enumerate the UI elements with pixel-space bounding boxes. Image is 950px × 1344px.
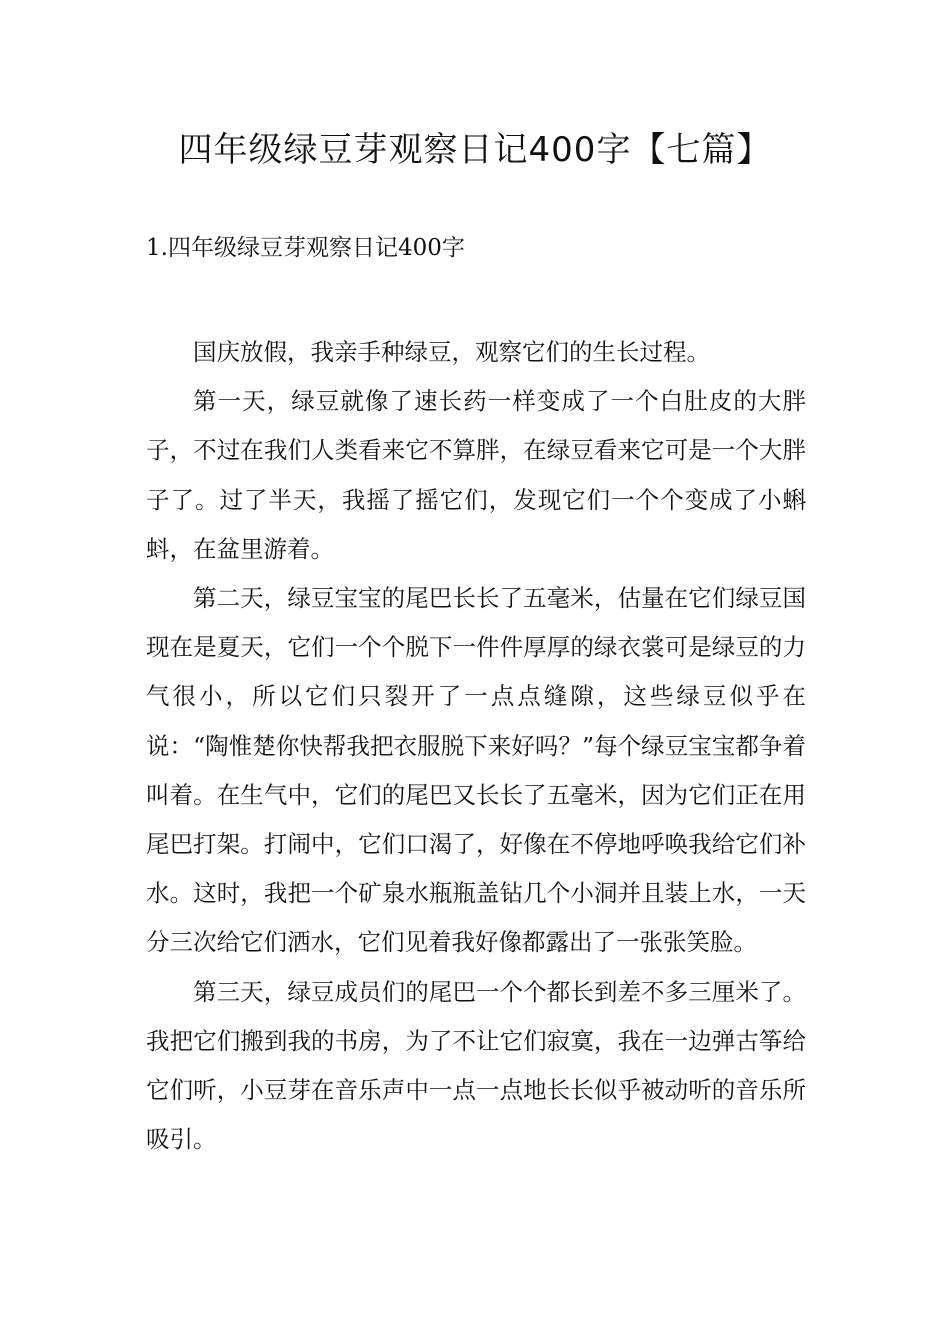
paragraph-1: 国庆放假，我亲手种绿豆，观察它们的生长过程。 [193, 338, 710, 366]
article-body [146, 328, 806, 1164]
document-title: 四年级绿豆芽观察日记400字【七篇】 [178, 130, 772, 170]
paragraph-2: 第一天，绿豆就像了速长药一样变成了一个白肚皮的大胖子，不过在我们人类看来它不算胖，在绿豆看来它可是一个大胖子了。过了半天，我摇了摇它们，发现它们一个个变成了小蝌蚪，在盆里游着。 [146, 387, 806, 563]
section-heading: 1.四年级绿豆芽观察日记400字 [146, 235, 465, 261]
paragraph-3: 第二天，绿豆宝宝的尾巴长长了五毫米，估量在它们绿豆国现在是夏天，它们一个个脱下一件件厚厚的绿衣裳可是绿豆的力气很小，所以它们只裂开了一点点缝隙，这些绿豆似乎在说：“陶惟楚你快帮我把衣服脱下来好吗？”每个绿豆宝宝都争着叫着。在生气中，它们的尾巴又长长了五毫米，因为它们正在用尾巴打架。打闹中，它们口渴了，好像在不停地呼唤我给它们补水。这时，我把一个矿泉水瓶瓶盖钻几个小洞并且装上水，一天分三次给它们洒水，它们见着我好像都露出了一张张笑脸。 [146, 584, 806, 957]
paragraph-4: 第三天，绿豆成员们的尾巴一个个都长到差不多三厘米了。我把它们搬到我的书房，为了不让它们寂寞，我在一边弹古筝给它们听，小豆芽在音乐声中一点一点地长长似乎被动听的音乐所吸引。 [146, 977, 806, 1154]
